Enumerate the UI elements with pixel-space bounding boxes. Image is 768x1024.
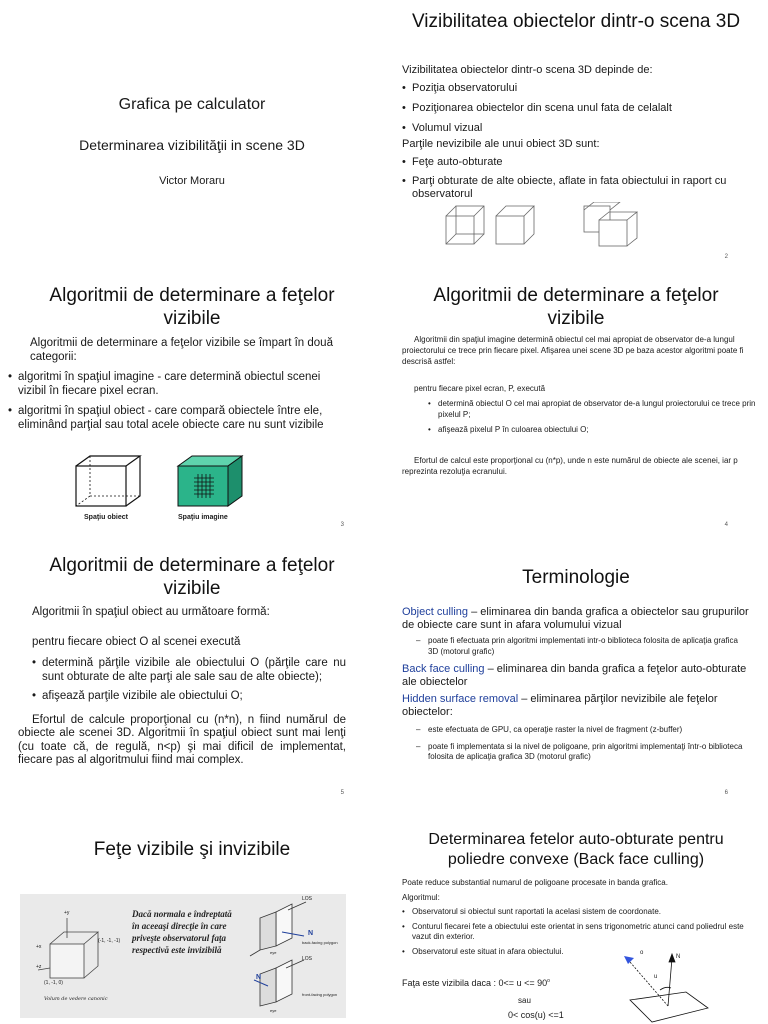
page-number: 6	[724, 790, 728, 796]
observer-label: o	[640, 950, 644, 956]
list-item: • algoritmi în spaţiul imagine - care determină obiectul scenei vizibil în fiecare pixel ecran.	[8, 370, 338, 398]
list-item: • afişează pixelul P în culoarea obiectului O;	[428, 424, 758, 435]
slide-2-title: Vizibilitatea obiectelor dintr-o scena 3D	[411, 11, 741, 32]
slide-8-title: Determinarea fetelor auto-obturate pentru poliedre convexe (Back face culling)	[428, 831, 724, 868]
list-item: • afişează parţile vizibile ale obiectului O;	[32, 690, 346, 704]
slide-1-subtitle: Determinarea vizibilităţii in scene 3D	[79, 137, 305, 153]
term-object-culling-def: – eliminarea din banda grafica a obiectelor sau grupurilor de obiecte care sunt in afara volumului vizual	[402, 606, 749, 631]
slide-3	[0, 268, 384, 536]
list-item: • determină părţile vizibile ale obiectului O (părţile care nu sunt obturate de alte parţi ale sale sau de alte obiecte);	[32, 657, 346, 684]
slide-2-intro: Vizibilitatea obiectelor dintr-o scena 3D depinde de:	[402, 64, 653, 76]
eye-label: eye	[270, 950, 277, 955]
angle-label: u	[654, 974, 658, 980]
term-hidden-surface-removal-name: Hidden surface removal	[402, 693, 519, 705]
axis-label: +x	[36, 944, 42, 950]
slide-6	[384, 536, 768, 804]
list-item: • Conturul fiecarei fete a obiectului este orientat in sens trigonometric atunci cand poliedrul este vazut din exterior.	[402, 922, 752, 943]
axis-label: +z	[36, 964, 42, 970]
slide-5-title: Algoritmii de determinare a feţelor vizibile	[49, 555, 335, 599]
object-space-cube	[74, 454, 144, 510]
slide-2	[384, 0, 768, 268]
slide-6-title: Terminologie	[522, 567, 630, 588]
slide-5-loop: pentru fiecare obiect O al scenei execută	[32, 635, 241, 648]
page-number: 4	[724, 522, 728, 528]
slide-1	[0, 0, 384, 268]
slide-7-title: Feţe vizibile şi invizibile	[93, 839, 291, 860]
slide-4	[384, 268, 768, 536]
normal-direction-quote: Dacă normala e îndreptată în aceeaşi direcţie în care priveşte observatorul faţa respectivă este invizibilă	[132, 909, 232, 955]
list-item: • Feţe auto-obturate	[402, 155, 742, 169]
term-back-face-culling	[402, 663, 750, 689]
slide-4-loop: pentru fiecare pixel ecran, P, execută	[414, 384, 546, 393]
term-object-culling-name: Object culling	[402, 606, 469, 618]
list-item: – este efectuata de GPU, ca operaţie raster la nivel de fragment (z-buffer)	[416, 725, 750, 736]
eye-label: eye	[270, 1008, 277, 1013]
list-item: • Parţi obturate de alte obiecte, aflate in fata obiectului in raport cu observatorul	[402, 175, 742, 201]
term-back-face-culling-def: – eliminarea din banda grafica a feţelor auto-obturate ale obiectelor	[402, 663, 747, 688]
slide-5-intro: Algoritmii în spaţiul obiect au următoare formă:	[32, 606, 270, 618]
degree-symbol: o	[547, 978, 550, 984]
list-item: • Poziţia observatorului	[402, 81, 742, 95]
list-item: • determină obiectul O cel mai apropiat de observator de-a lungul proiectorului ce trece prin pixelul P;	[428, 398, 758, 420]
term-hidden-surface-removal-def: – eliminarea părţilor nevizibile ale feţelor obiectelor:	[402, 693, 718, 718]
back-facing-label: back-facing polygon	[302, 940, 338, 945]
slide-4-title: Algoritmii de determinare a feţelor vizibile	[433, 285, 719, 329]
slide-3-title: Algoritmii de determinare a feţelor vizibile	[49, 285, 335, 329]
page-number: 5	[340, 790, 344, 796]
page-number: 3	[340, 522, 344, 528]
label-image-space: Spaţiu imagine	[178, 514, 228, 521]
los-label: LOS	[302, 896, 313, 902]
slide-4-effort: Efortul de calcul este proporţional cu (n*p), unde n este numărul de obiecte ale scenei, iar p reprezinta rezoluţia ecranului.	[402, 456, 738, 476]
back-face-angle-diagram	[616, 950, 726, 1024]
coord-label: (-1, -1, -1)	[98, 938, 121, 944]
visibility-condition	[402, 978, 550, 988]
term-hidden-surface-removal	[402, 693, 750, 719]
slide-2-intro-2: Parţile nevizibile ale unui obiect 3D sunt:	[402, 138, 600, 150]
coord-label: (1, -1, 0)	[44, 980, 63, 986]
axis-label: +y	[64, 910, 70, 916]
normal-label: N	[256, 974, 262, 981]
front-facing-label: front-facing polygon	[302, 992, 338, 997]
page-number: 2	[724, 254, 728, 260]
list-item: – poate fi implementata si la nivel de poligoane, prin algoritmi implementaţi într-o biblioteca folosita de aplicaţia grafica 3D (motorul grafic)	[416, 742, 750, 763]
normal-label: N	[676, 954, 681, 960]
slide-8-algorithm-label: Algoritmul:	[402, 892, 440, 902]
condition-or: sau	[518, 996, 531, 1005]
normal-label: N	[308, 930, 314, 937]
list-item: • Poziţionarea obiectelor din scena unul fata de celalalt	[402, 101, 742, 115]
visibility-figure-panel	[20, 894, 346, 1018]
list-item: • algoritmi în spaţiul obiect - care compară obiectele între ele, eliminând parţial sau total acele obiecte care nu sunt vizibile	[8, 404, 338, 432]
term-object-culling	[402, 606, 750, 632]
slide-7	[0, 804, 384, 1024]
slide-5-effort: Efortul de calcule proporţional cu (n*n), n fiind numărul de obiecte ale scenei 3D. Algoritmii în spaţiul obiect sunt mai lenţi (cu toate că, de regulă, n<p) şi mai dificil de implementat, fiecare pas al algoritmului fiind mai complex.	[18, 713, 346, 766]
slide-3-intro: Algoritmii de determinare a feţelor vizibile se împart în două categorii:	[30, 337, 333, 363]
slide-4-intro: Algoritmii din spaţiul imagine determină obiectul cel mai apropiat de observator de-a lungul proiectorului ce trece prin fiecare pixel. Afişarea unei scene 3D pe baza acestor algoritmi poate fi descrisă astfel:	[402, 335, 744, 366]
label-object-space: Spaţiu obiect	[84, 514, 128, 521]
los-label: LOS	[302, 956, 313, 962]
list-item: • Observatorul si obiectul sunt raportati la acelasi sistem de coordonate.	[402, 907, 752, 918]
slide-1-title: Grafica pe calculator	[118, 96, 266, 113]
slide-5	[0, 536, 384, 804]
slide-8-intro: Poate reduce substantial numarul de poligoane procesate in banda grafica.	[402, 878, 668, 887]
list-item: • Volumul vizual	[402, 121, 742, 135]
condition-text: Faţa este vizibila daca : 0<= u <= 90	[402, 978, 548, 988]
list-item: – poate fi efectuata prin algoritmi implementati intr-o biblioteca folosita de aplicaţia grafica 3D (motorul grafic)	[416, 636, 750, 657]
cube-caption: Volum de vedere canonic	[44, 996, 108, 1002]
slide-1-author: Victor Moraru	[159, 175, 225, 187]
cos-condition: 0< cos(u) <=1	[508, 1010, 564, 1020]
slide-8	[384, 804, 768, 1024]
term-back-face-culling-name: Back face culling	[402, 663, 485, 675]
wireframe-cubes-illustration	[444, 202, 644, 248]
image-space-cube	[176, 454, 246, 510]
list-item: • Observatorul este situat in afara obiectului.	[402, 947, 752, 958]
